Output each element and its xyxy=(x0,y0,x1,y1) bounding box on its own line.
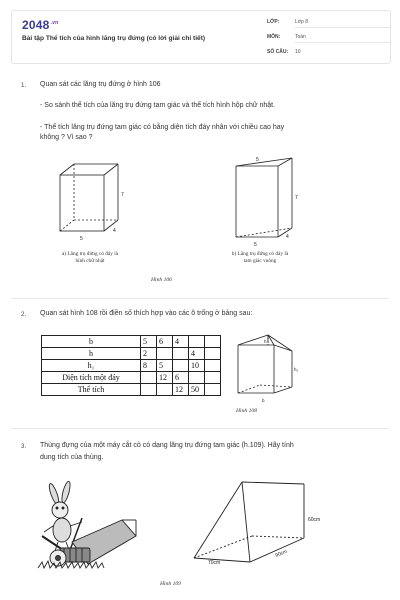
section-divider xyxy=(11,298,389,299)
table-cell xyxy=(205,348,221,360)
table-row xyxy=(42,336,221,348)
fig-108-h-label: h xyxy=(264,339,267,344)
fig-109-height-label: 60cm xyxy=(308,517,321,523)
row-label: Diện tích một đáy xyxy=(42,372,141,384)
table-row xyxy=(42,372,221,384)
fill-in-table xyxy=(41,335,221,396)
table-cell: 5 xyxy=(157,360,173,372)
figure-109-caption: Hình 109 xyxy=(160,581,181,587)
fig-108-b-label: b xyxy=(262,398,265,403)
row-label: h₁ xyxy=(42,360,141,372)
question-3-text-line-2: dung tích của thùng. xyxy=(40,454,104,461)
document-title: Bài tập Thể tích của hình lăng trụ đứng (có lời giải chi tiết) xyxy=(22,35,206,42)
table-cell xyxy=(205,372,221,384)
question-3-text-line-1: Thùng đựng của một máy cắt cỏ có dạng lăng trụ đứng tam giác (h.109). Hãy tính xyxy=(40,442,294,449)
fig-106b-depth-label: 4 xyxy=(286,234,289,240)
table-cell xyxy=(157,348,173,360)
table-cell xyxy=(189,372,205,384)
figure-108-caption: Hình 108 xyxy=(236,408,257,414)
table-cell: 8 xyxy=(141,360,157,372)
fig-106b-caption xyxy=(200,251,320,265)
row-label: Thể tích xyxy=(42,384,141,396)
question-1-text: Quan sát các lăng trụ đứng ở hình 106 xyxy=(40,81,161,88)
table-cell: 6 xyxy=(157,336,173,348)
fig-109-depth-label: 90cm xyxy=(274,548,289,559)
table-cell xyxy=(189,336,205,348)
row-label: b xyxy=(42,336,141,348)
fig-106a-caption-line-1: a) Lăng trụ đứng có đáy là xyxy=(61,251,119,257)
fig-106b-caption-line-2: tam giác vuông xyxy=(243,258,277,264)
meta-subject-key: MÔN: xyxy=(267,34,281,40)
row-label: h xyxy=(42,348,141,360)
figure-108-prism xyxy=(234,331,304,411)
table-cell xyxy=(173,348,189,360)
meta-count-value: 10 xyxy=(295,49,301,55)
fig-106b-width-label: 5 xyxy=(254,242,257,248)
table-cell: 5 xyxy=(141,336,157,348)
question-3-number: 3. xyxy=(21,443,27,450)
table-cell xyxy=(205,384,221,396)
table-row xyxy=(42,360,221,372)
table-cell: 50 xyxy=(189,384,205,396)
table-cell: 4 xyxy=(189,348,205,360)
fig-108-h1-label: h₁ xyxy=(294,367,299,372)
divider xyxy=(295,42,390,43)
fig-106a-height-label: 7 xyxy=(121,192,124,198)
fig-109-width-label: 70cm xyxy=(208,560,221,566)
section-divider xyxy=(11,428,389,429)
table-cell: 12 xyxy=(157,372,173,384)
table-cell: 6 xyxy=(173,372,189,384)
table-cell xyxy=(205,336,221,348)
fig-106b-top-label: 5 xyxy=(256,157,259,163)
figure-109-prism xyxy=(190,478,350,572)
table-cell xyxy=(157,384,173,396)
meta-class-value: Lớp 8 xyxy=(295,19,309,25)
table-cell: 10 xyxy=(189,360,205,372)
fig-106a-width-label: 5 xyxy=(80,236,83,242)
question-1-number: 1. xyxy=(21,82,27,89)
figure-106-caption: Hình 106 xyxy=(151,277,172,283)
fig-106b-height-label: 7 xyxy=(295,195,298,201)
question-1-bullet-2-line-1: - Thể tích lăng trụ đứng tam giác có bằng diện tích đáy nhân với chiều cao hay xyxy=(40,124,285,131)
document-header xyxy=(11,10,391,64)
meta-subject-value: Toán xyxy=(295,34,306,40)
fig-106b-caption-line-1: b) Lăng trụ đứng có đáy là xyxy=(231,251,289,257)
table-cell xyxy=(141,384,157,396)
fig-106a-caption xyxy=(30,251,150,265)
question-1-bullet-1: - So sánh thể tích của lăng trụ đứng tam giác và thể tích hình hộp chữ nhật. xyxy=(40,102,276,109)
question-1-bullet-2-line-2: không ? Vì sao ? xyxy=(40,134,93,141)
table-cell xyxy=(173,360,189,372)
table-cell: 2 xyxy=(141,348,157,360)
divider xyxy=(295,27,390,28)
table-row xyxy=(42,384,221,396)
lawn-mower-illustration xyxy=(36,480,146,572)
site-logo[interactable]: $2048^{.vn}$ xyxy=(22,18,59,32)
figure-106a-box xyxy=(52,160,132,250)
table-cell: 4 xyxy=(173,336,189,348)
table-cell: 12 xyxy=(173,384,189,396)
meta-class-key: LỚP: xyxy=(267,19,280,25)
figure-106b-prism xyxy=(228,152,308,250)
meta-count-key: SỐ CÂU: xyxy=(267,49,289,55)
table-row xyxy=(42,348,221,360)
fig-106a-caption-line-2: hình chữ nhật xyxy=(75,258,105,264)
table-cell xyxy=(141,372,157,384)
question-2-text: Quan sát hình 108 rồi điền số thích hợp vào các ô trống ở bảng sau: xyxy=(40,310,253,317)
fig-106a-depth-label: 4 xyxy=(113,228,116,234)
table-cell xyxy=(205,360,221,372)
question-2-number: 2. xyxy=(21,311,27,318)
